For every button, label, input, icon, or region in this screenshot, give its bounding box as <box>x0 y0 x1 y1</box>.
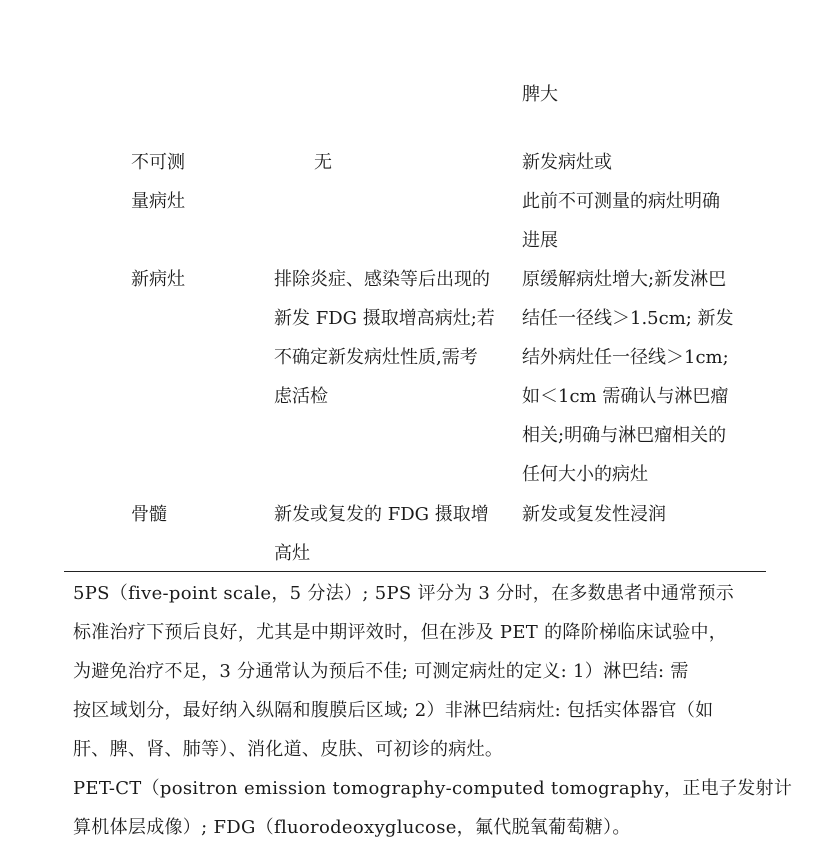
cell-line: 不确定新发病灶性质,需考 <box>274 347 478 368</box>
row-unmeasurable-label <box>131 143 185 221</box>
cell-line: 进展 <box>522 230 558 251</box>
row-bone-marrow-label <box>131 495 167 534</box>
cell-line: 量病灶 <box>131 191 185 212</box>
cell-line: 不可测 <box>131 152 185 173</box>
note-line: 标准治疗下预后良好，尤其是中期评效时，但在涉及 PET 的降阶梯临床试验中， <box>73 622 728 643</box>
cell-line: 新发或复发的 FDG 摄取增 <box>274 504 489 525</box>
note-line: 5PS（five-point scale，5 分法）; 5PS 评分为 3 分时，在多数患者中通常预示 <box>73 583 735 604</box>
row-bone-marrow-ct <box>522 495 666 534</box>
row-unmeasurable-pet <box>314 143 332 182</box>
cell-line: 结任一径线＞1.5cm; 新发 <box>522 308 734 329</box>
cell-line: 相关;明确与淋巴瘤相关的 <box>522 425 727 446</box>
cell-line: 此前不可测量的病灶明确 <box>522 191 720 212</box>
row-unmeasurable-ct <box>522 143 720 260</box>
cell-line: 高灶 <box>274 543 310 564</box>
cell-line: 任何大小的病灶 <box>522 464 648 485</box>
cell-line: 原缓解病灶增大;新发淋巴 <box>522 269 727 290</box>
note-line: 按区域划分，最好纳入纵隔和腹膜后区域; 2）非淋巴结病灶: 包括实体器官（如 <box>73 700 714 721</box>
note-line: PET-CT（positron emission tomography-computed tomography，正电子发射计 <box>73 778 793 799</box>
cell-line: 虑活检 <box>274 386 328 407</box>
cell-line: 新病灶 <box>131 269 185 290</box>
note-line: 为避免治疗不足，3 分通常认为预后不佳; 可测定病灶的定义: 1）淋巴结: 需 <box>73 661 689 682</box>
cell-line: 排除炎症、感染等后出现的 <box>274 269 490 290</box>
cell-line: 如＜1cm 需确认与淋巴瘤 <box>522 386 729 407</box>
cell-line: 骨髓 <box>131 504 167 525</box>
note-line: 肝、脾、肾、肺等）、消化道、皮肤、可初诊的病灶。 <box>73 739 504 760</box>
footnote-abbreviations <box>73 769 793 847</box>
spleen-cell <box>522 75 558 114</box>
cell-line: 新发或复发性浸润 <box>522 504 666 525</box>
row-new-lesion-pet <box>274 260 495 416</box>
footnote-5ps <box>73 574 768 769</box>
cell-line: 脾大 <box>522 84 558 105</box>
cell-line: 无 <box>314 152 332 173</box>
row-new-lesion-ct <box>522 260 734 494</box>
row-new-lesion-label <box>131 260 185 299</box>
table-bottom-rule <box>64 571 766 572</box>
cell-line: 结外病灶任一径线＞1cm; <box>522 347 729 368</box>
cell-line: 新发病灶或 <box>522 152 612 173</box>
cell-line: 新发 FDG 摄取增高病灶;若 <box>274 308 495 329</box>
row-bone-marrow-pet <box>274 495 489 573</box>
note-line: 算机体层成像）; FDG（fluorodeoxyglucose，氟代脱氧葡萄糖）。 <box>73 817 631 838</box>
